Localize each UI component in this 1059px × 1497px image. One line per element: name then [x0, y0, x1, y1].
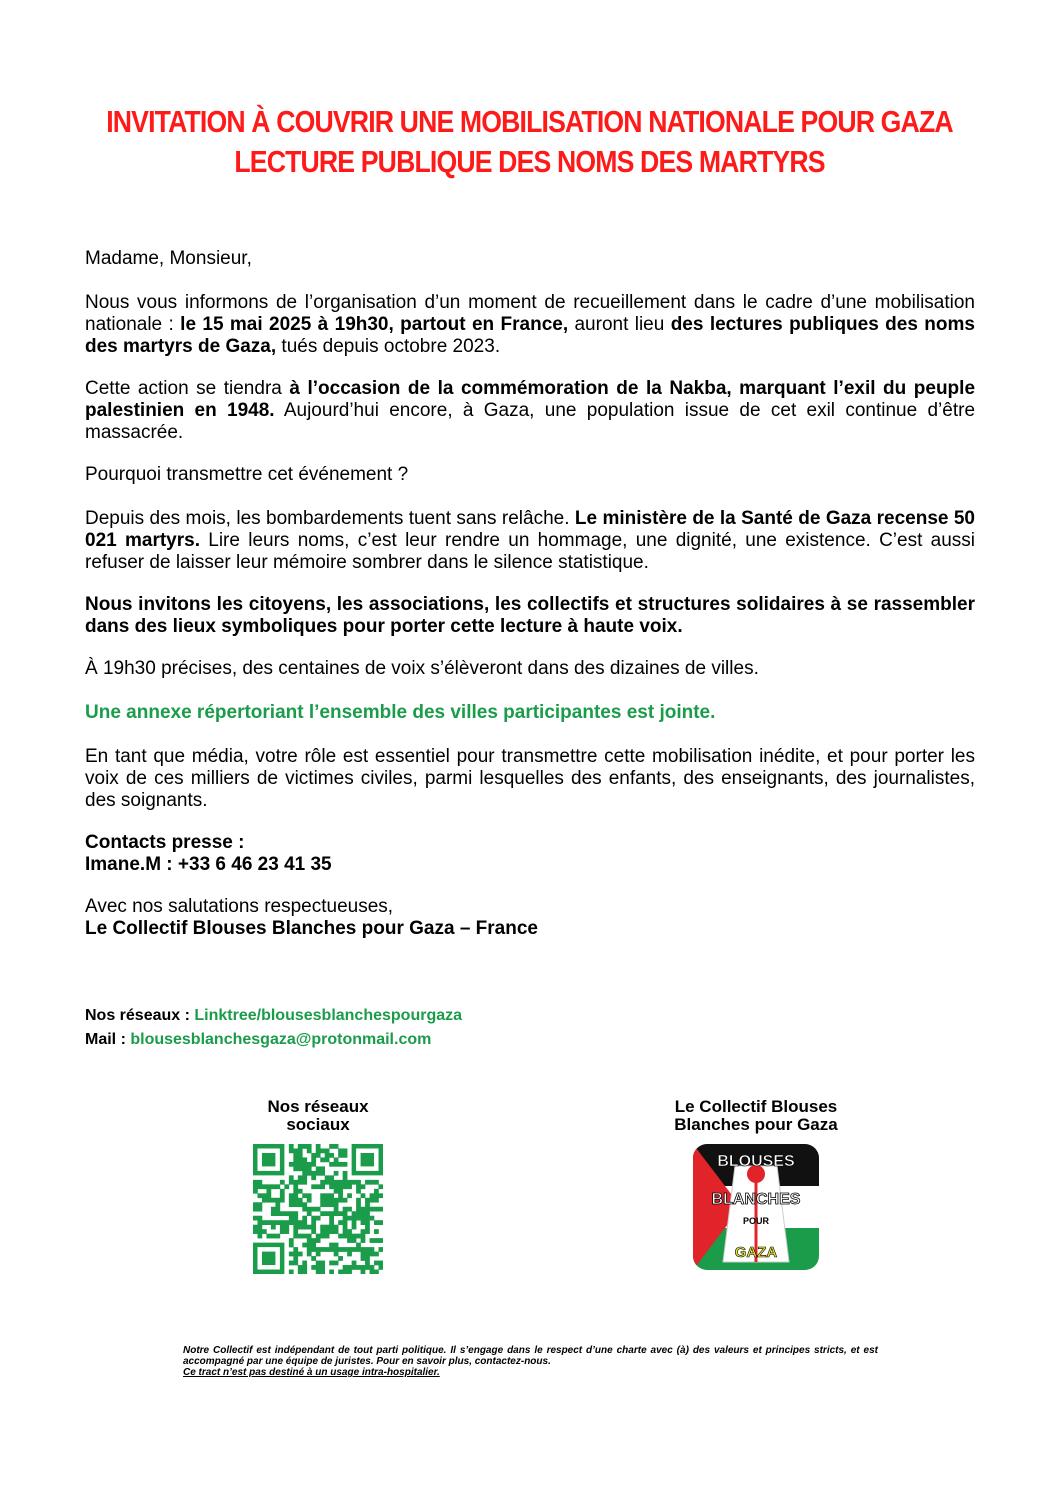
collective-logo — [693, 1144, 819, 1270]
paragraph-invitation — [85, 594, 975, 638]
logo-text-3: POUR — [742, 1216, 770, 1226]
mail-link[interactable]: blousesblanchesgaza@protonmail.com — [130, 1031, 432, 1048]
text: Nous vous informons de l’organisation d’un moment de recueillement dans le cadre d’une mobilisation nationale : — [85, 292, 975, 335]
contacts-label: Contacts presse : — [85, 832, 245, 853]
paragraph-announcement — [85, 292, 975, 358]
text: Lire leurs noms, c’est leur rendre un hommage, une dignité, une existence. C’est aussi refuser de laisser leur mémoire sombrer dans le silence statistique. — [85, 530, 975, 573]
bold-invitation: Nous invitons les citoyens, les associations, les collectifs et structures solidaires à se rassembler dans des lieux symboliques pour porter cette lecture à haute voix. — [85, 594, 975, 637]
paragraph-time: À 19h30 précises, des centaines de voix s’élèveront dans des dizaines de villes. — [85, 658, 759, 679]
qr-code-icon[interactable] — [253, 1144, 383, 1274]
document-title — [74, 102, 985, 182]
text: tués depuis octobre 2023. — [276, 336, 501, 357]
press-contacts — [85, 832, 975, 876]
closing: Avec nos salutations respectueuses, — [85, 896, 394, 917]
logo-caption-line-1: Le Collectif Blouses — [674, 1097, 838, 1116]
footer-underlined: Ce tract n’est pas destiné à un usage intra-hospitalier. — [183, 1367, 440, 1378]
paragraph-media: En tant que média, votre rôle est essentiel pour transmettre cette mobilisation inédite, et pour porter les voix de ces milliers de victimes civiles, parmi lesquelles des enfants, des enseignants, des journalistes, des soignants. — [85, 746, 975, 811]
links-block — [85, 1004, 462, 1052]
qr-caption-line-2: sociaux — [286, 1115, 350, 1134]
bold-readings: des lectures publiques des noms des martyrs de Gaza, — [85, 314, 975, 357]
contacts-value: Imane.M : +33 6 46 23 41 35 — [85, 854, 332, 875]
text: Cette action se tiendra — [85, 378, 290, 399]
bold-date: le 15 mai 2025 à 19h30, partout en France, — [180, 314, 569, 335]
title-line-1: INVITATION À COUVRIR UNE MOBILISATION NATIONALE POUR GAZA — [106, 104, 953, 139]
bold-ministry: Le ministère de la Santé de Gaza recense 50 021 martyrs. — [85, 508, 975, 551]
logo-text-2: BLANCHES — [711, 1191, 801, 1208]
paragraph-bombardments — [85, 508, 975, 574]
logo-caption-line-2: Blanches pour Gaza — [674, 1115, 838, 1134]
footer-text: Notre Collectif est indépendant de tout parti politique. Il s’engage dans le respect d’une charte avec (à) des valeurs et principes stricts, et est accompagné par une équipe de juristes. Pour en savoir plus, contactez-nous. — [183, 1345, 878, 1367]
mail-line — [85, 1028, 462, 1052]
closing-block — [85, 896, 975, 940]
letter-body — [85, 248, 975, 960]
signature: Le Collectif Blouses Blanches pour Gaza – France — [85, 918, 538, 939]
bold-nakba: à l’occasion de la commémoration de la Nakba, marquant l’exil du peuple palestinien en 1948. — [85, 378, 976, 421]
logo-text-1: BLOUSES — [717, 1153, 795, 1170]
networks-line — [85, 1004, 462, 1028]
title-line-2: LECTURE PUBLIQUE DES NOMS DES MARTYRS — [234, 144, 825, 179]
salutation: Madame, Monsieur, — [85, 248, 252, 269]
paragraph-annex: Une annexe répertoriant l’ensemble des villes participantes est jointe. — [85, 702, 716, 723]
networks-link[interactable]: Linktree/blousesblanchespourgaza — [194, 1007, 463, 1024]
logo-text-4: GAZA — [734, 1244, 778, 1261]
paragraph-question: Pourquoi transmettre cet événement ? — [85, 464, 409, 485]
mail-label: Mail : — [85, 1031, 131, 1048]
text: Depuis des mois, les bombardements tuent sans relâche. — [85, 508, 575, 529]
paragraph-nakba — [85, 378, 975, 444]
qr-caption-line-1: Nos réseaux — [267, 1097, 369, 1116]
text: auront lieu — [568, 314, 671, 335]
text: Aujourd’hui encore, à Gaza, une population issue de cet exil continue d’être massacrée. — [85, 400, 976, 443]
logo-block — [640, 1098, 872, 1270]
networks-label: Nos réseaux : — [85, 1007, 195, 1024]
qr-block — [233, 1098, 403, 1274]
footer-disclaimer — [183, 1345, 878, 1378]
